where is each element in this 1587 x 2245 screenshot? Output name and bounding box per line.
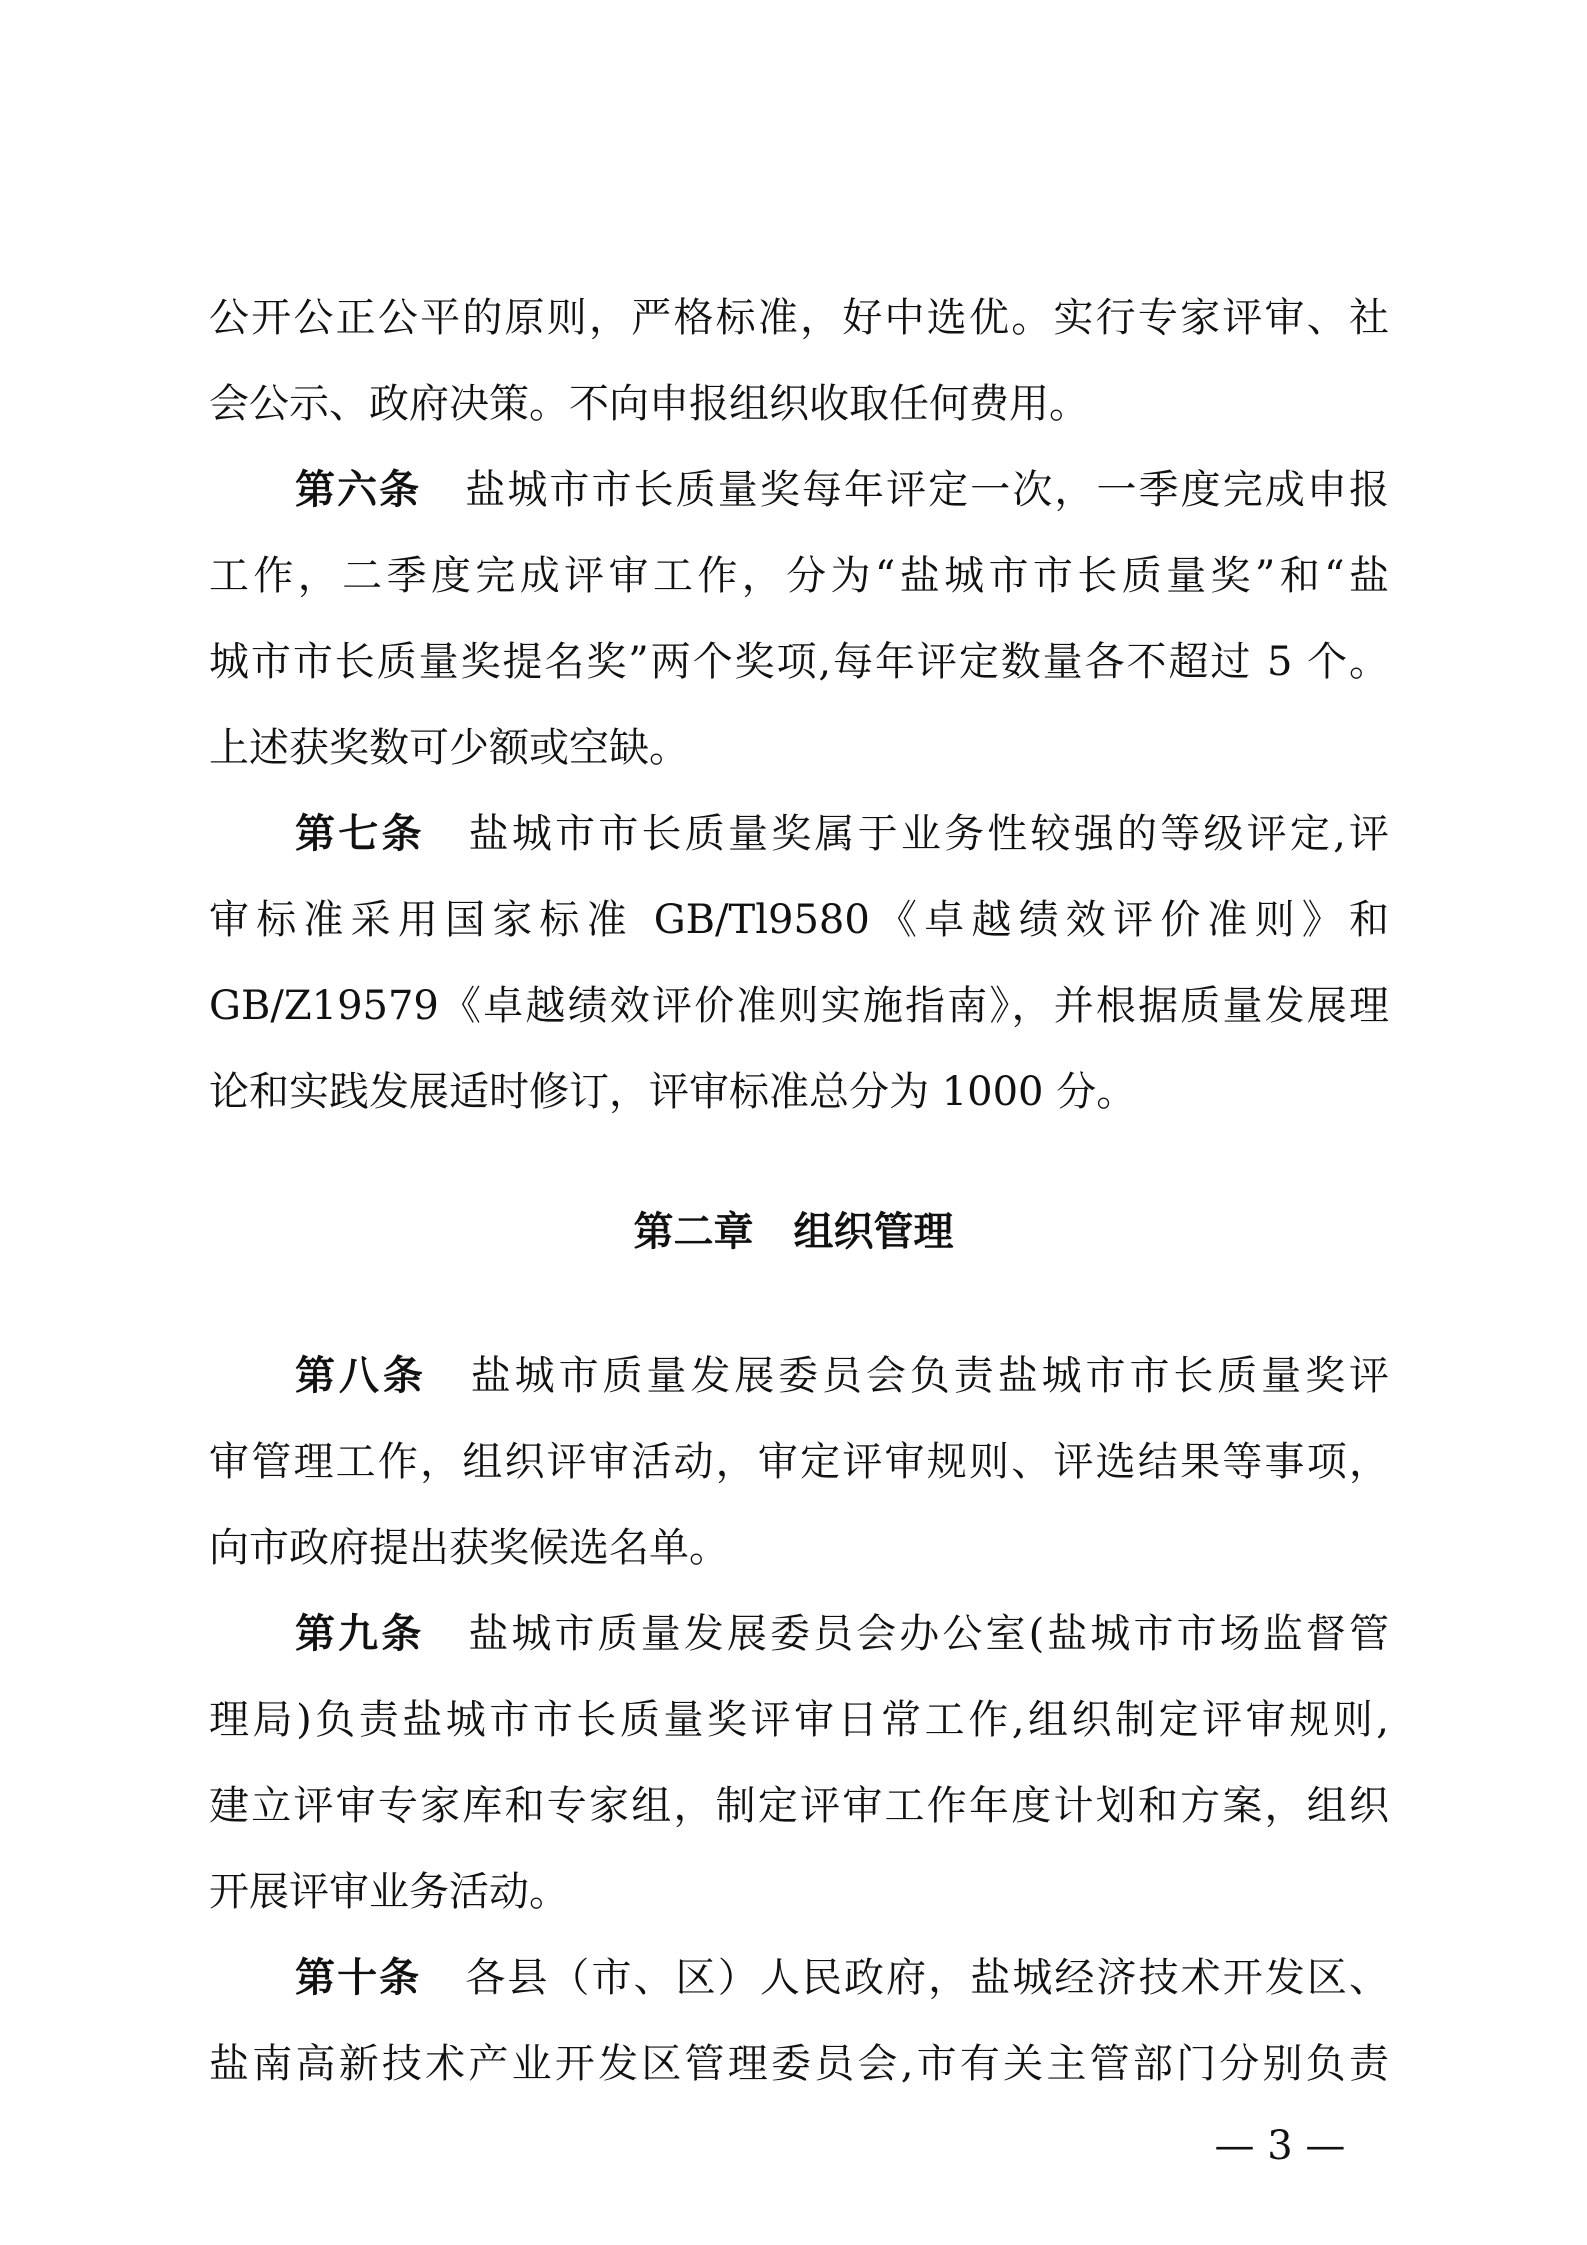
article-label: 第八条 [295, 1352, 427, 1399]
article-label: 第十条 [295, 1954, 422, 2001]
article-eight-first-line [209, 1352, 1389, 1400]
paragraph-line: 城市市长质量奖提名奖”两个奖项,每年评定数量各不超过 5 个。 [209, 639, 1389, 685]
article-label: 第九条 [295, 1610, 425, 1657]
paragraph-line: 向市政府提出获奖候选名单。 [209, 1525, 729, 1571]
page-number: — 3 — [1214, 2123, 1346, 2169]
paragraph-line: 论和实践发展适时修订，评审标准总分为 1000 分。 [209, 1069, 1137, 1115]
paragraph-text: 盐城市质量发展委员会办公室(盐城市市场监督管 [468, 1611, 1390, 1657]
article-ten-first-line [209, 1954, 1389, 2002]
article-six-first-line [209, 466, 1389, 514]
paragraph-line: 盐南高新技术产业开发区管理委员会,市有关主管部门分别负责 [209, 2041, 1389, 2087]
article-label: 第六条 [295, 466, 422, 513]
paragraph-text: 盐城市市长质量奖每年评定一次，一季度完成申报 [465, 467, 1389, 513]
article-label: 第七条 [295, 810, 425, 857]
chapter-heading: 第二章 组织管理 [633, 1208, 954, 1255]
paragraph-text: 盐城市质量发展委员会负责盐城市市长质量奖评 [470, 1353, 1390, 1399]
paragraph-line: 建立评审专家库和专家组，制定评审工作年度计划和方案，组织 [209, 1783, 1389, 1829]
paragraph-line: 会公示、政府决策。不向申报组织收取任何费用。 [209, 381, 1089, 427]
paragraph-line: GB/Z19579《卓越绩效评价准则实施指南》，并根据质量发展理 [209, 983, 1389, 1029]
paragraph-line: 审管理工作，组织评审活动，审定评审规则、评选结果等事项， [209, 1439, 1389, 1485]
paragraph-line: 理局)负责盐城市市长质量奖评审日常工作,组织制定评审规则, [209, 1697, 1389, 1743]
paragraph-line: 上述获奖数可少额或空缺。 [209, 725, 689, 771]
paragraph-line: 公开公正公平的原则，严格标准，好中选优。实行专家评审、社 [209, 295, 1389, 341]
paragraph-text: 各县（市、区）人民政府，盐城经济技术开发区、 [465, 1955, 1389, 2001]
paragraph-text: 盐城市市长质量奖属于业务性较强的等级评定,评 [468, 811, 1390, 857]
article-nine-first-line [209, 1610, 1389, 1658]
paragraph-line: 审标准采用国家标准 GB/Tl9580《卓越绩效评价准则》和 [209, 897, 1389, 943]
article-seven-first-line [209, 810, 1389, 858]
paragraph-line: 工作，二季度完成评审工作，分为“盐城市市长质量奖”和“盐 [209, 553, 1389, 599]
paragraph-line: 开展评审业务活动。 [209, 1869, 569, 1915]
